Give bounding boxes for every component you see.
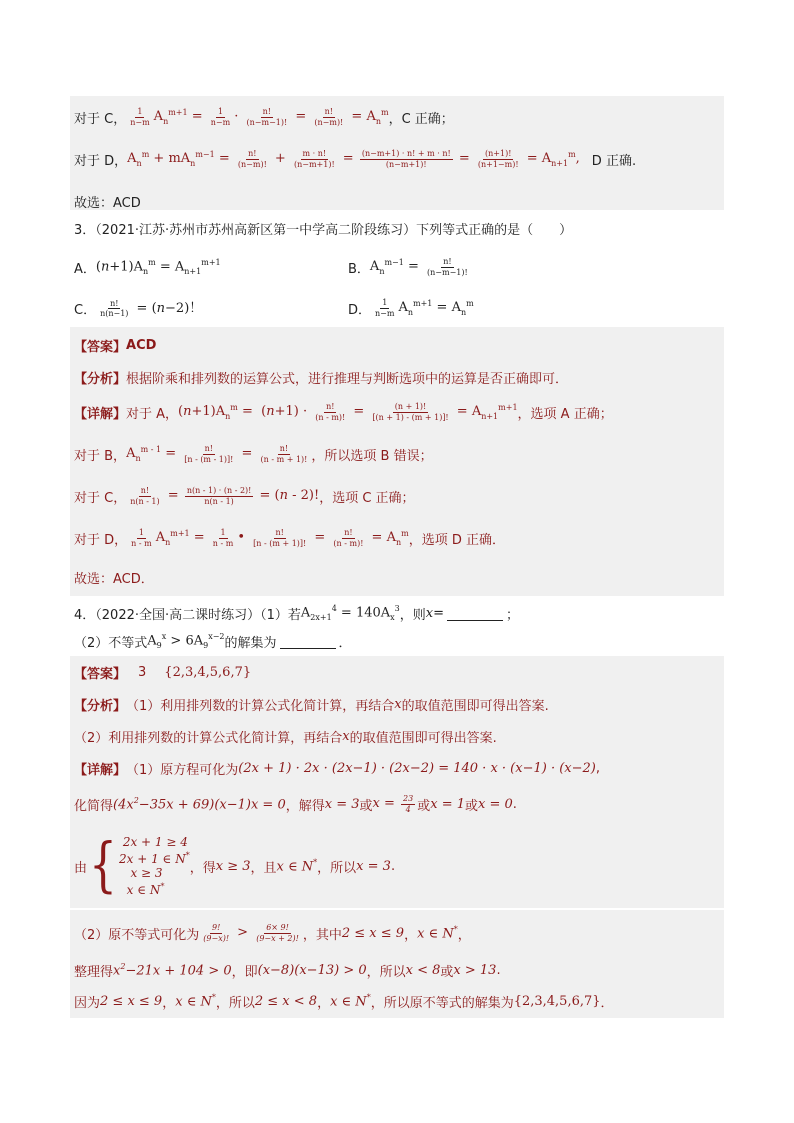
analysis-tag: 【分析】 [74,371,127,387]
q3-detail-b [70,433,724,475]
q4-d2-sol3: x = 1 [430,796,465,812]
q4-d2-sol2: x = $\frac{23}{4}$ [372,794,414,814]
option-c-label: C． [74,302,97,318]
q4-d3-result: x = 3 [356,858,391,874]
q4-detail-2: 化简得 $(4x^2-35x + 69)(x-1)x = 0$ ，解得 x = 3 或 x = $\frac{23}{4}$ 或 x = 1 或 x = 0 . [70,784,724,824]
q4-detail-1-text: （1）原方程可化为 [126,762,239,778]
q2-option-d-proof [70,138,724,180]
q3-option-d [348,293,474,323]
q4-detail-5: 整理得 $x^2-21x + 104 > 0$ ，即 (x−8)(x−13) > 0 ，所以 x < 8 或 x > 13 . [70,952,724,988]
q4-d4b: ，其中 [302,927,342,943]
q3-header-text: 3．（2021·江苏·苏州市苏州高新区第一中学高二阶段练习）下列等式正确的是（ ） [74,222,573,238]
q4-analysis-2-end: 的取值范围即可得出答案. [349,730,497,746]
q3-analysis [70,359,724,395]
q4-detail-1: 【详解】 （1）原方程可化为 (2x + 1) · 2x · (2x−1) · (2x−2) = 140 · x · (x−1) · (x−2) , [70,750,724,786]
q4-answer-1: 3 [138,664,147,680]
q4-d4a: （2）原不等式可化为 [74,927,200,943]
q2-conclusion-text: 故选：ACD [74,195,141,211]
detail-b-end: ，所以选项 B 错误； [311,448,433,464]
q3-option-c [74,293,202,323]
q4-answer-2: {2,3,4,5,6,7} [164,664,252,680]
q3-conclusion-text: 故选：ACD． [74,571,154,587]
q4-analysis-1-var: x [394,696,402,712]
q4-d3b: ，得 [189,860,216,876]
q3-conclusion [70,558,724,596]
q4-d6c: ，所以原不等式的解集为 [370,995,514,1011]
formula-c: $\frac{1}{n-m}$ $A_n^{m+1}$ = $\frac{1}{n-m}$ · $\frac{n!}{(n-m-1)!}$ = $\frac{n!}{(n-m)!}$ = $A_n^m$ [130,107,389,127]
q4-analysis-2-text: （2）利用排列数的计算公式化简计算，再结合 [74,730,343,746]
q3-option-a [74,252,221,282]
q4-header-prefix: 4．（2022·全国·高二课时练习）（1）若 [74,607,301,623]
q4-d5d: 或 [440,964,454,980]
q4-d2a: 化简得 [74,798,114,814]
q3-header [70,210,724,246]
q4-inequality: $A_9^x > 6A_9^{x-2}$ [147,632,225,650]
q4-header-mid: ，则 [399,607,426,623]
q4-d4-ineq: $\frac{9!}{(9-x)!}$ > $\frac{6\times 9!}{(9-x + 2)!}$ [203,923,299,943]
q4-part2-prefix: （2）不等式 [74,635,148,651]
detail-d-end: ，选项 D 正确． [408,532,505,548]
q4-d5c: ，所以 [366,964,406,980]
q4-header-end: ； [506,607,520,623]
label-d: 对于 D， [74,153,128,169]
q4-d2-sol4: x = 0 [478,796,513,812]
q4-analysis-1-end: 的取值范围即可得出答案. [401,698,549,714]
detail-c-label: 对于 C， [74,490,127,506]
detail-a-label: 对于 A， [126,406,179,422]
q3-option-b [348,252,472,282]
q4-analysis-2 [70,720,724,752]
q4-d3d: ，所以 [317,860,357,876]
detail-b-label: 对于 B， [74,448,127,464]
q4-d2d: 或 [417,798,431,814]
analysis-text: 根据阶乘和排列数的运算公式，进行推理与判断选项中的运算是否正确即可． [126,371,569,387]
q4-d6-set: x ∈ N* [175,992,216,1010]
q4-d5-r1: x < 8 [405,962,441,978]
q4-d6a: 因为 [74,995,101,1011]
q4-d4-range: 2 ≤ x ≤ 9 [341,925,405,941]
q4-d5-r2: x > 13 [453,962,497,978]
q4-d2-sol1: x = 3 [324,796,360,812]
q4-analysis-2-var: x [342,728,350,744]
q4-d5b: ，即 [231,964,258,980]
detail-a-end: ，选项 A 正确； [517,406,613,422]
detail-d-label: 对于 D， [74,532,128,548]
q4-equation: $A_{2x+1}^4 = 140A_x^3$ [300,604,400,622]
label-c: 对于 C， [74,111,127,127]
q4-header: 4．（2022·全国·高二课时练习）（1）若 $A_{2x+1}^4 = 140A_x^3$ ，则 x = ； [70,598,724,628]
c-conclusion: ，C 正确； [388,111,454,127]
q4-d6-final: {2,3,4,5,6,7} [513,993,601,1009]
detail-d-formula: $\frac{1}{n - m}$ $A_n^{m+1}$ = $\frac{1}{n - m}$ • $\frac{n!}{[n - (m + 1)]!}$ = $\frac{n!}{(n - m)!}$ = $A_n^m$ [131,528,409,548]
q4-detail-tag: 【详解】 [74,762,127,778]
q4-d6b: ，所以 [215,995,255,1011]
detail-b-formula: $A_n^{m - 1}$ = $\frac{n!}{[n - (m - 1)]!}$ = $\frac{n!}{(n - m + 1)!}$ [126,444,308,464]
q4-part2 [70,626,724,656]
option-b-formula: $A_n^{m-1}$ = $\frac{n!}{(n-m-1)!}$ [369,257,468,277]
q4-d5-eq: $x^2-21x + 104 > 0$ [113,961,232,979]
q4-d6-set2: x ∈ N* [330,992,371,1010]
q4-answer-tag: 【答案】 [74,666,127,682]
q4-blank-2[interactable] [280,634,336,649]
q4-d3a: 由 [74,860,88,876]
q4-analysis-1 [70,688,724,720]
q3-detail-a [70,391,724,433]
q4-detail-3: 由 { 2x + 1 ≥ 4 2x + 1 ∈ N* x ≥ 3 x ∈ N* ，得 x ≥ 3 ，且 x ∈ N* ，所以 x = 3 . [70,824,724,908]
detail-c-end: ，选项 C 正确； [319,490,415,506]
q4-d4-set: x ∈ N* [417,924,458,942]
option-a-label: A． [74,261,96,277]
q4-d5-fact: (x−8)(x−13) > 0 [257,962,367,978]
q4-blank-1[interactable] [447,606,503,621]
q4-d2b: ，解得 [285,798,325,814]
q4-detail-4: （2）原不等式可化为 $\frac{9!}{(9-x)!}$ > $\frac{6\times 9!}{(9-x + 2)!}$ ，其中 2 ≤ x ≤ 9 ， x ∈ N* ， [70,910,724,956]
q4-d3-x: x ≥ 3 [215,858,251,874]
q3-answer [70,327,724,363]
q4-d6-range2: 2 ≤ x < 8 [254,993,318,1009]
option-a-formula: $(n+1)A_n^m = A_{n+1}^{m+1}$ [95,258,221,276]
q4-d2e: 或 [465,798,479,814]
option-d-formula: $\frac{1}{n-m}$ $A_n^{m+1} = A_n^m$ [375,298,474,318]
detail-c-formula: $\frac{n!}{n(n - 1)}$ = $\frac{n(n - 1) \cdot (n - 2)!}{n(n - 1)}$ = (n - 2)! [130,486,320,506]
q4-d2c: 或 [359,798,373,814]
q2-option-c-proof [70,96,724,138]
detail-tag: 【详解】 [74,406,127,422]
option-d-label: D． [348,302,372,318]
option-b-label: B． [348,261,370,277]
q4-d3-set: x ∈ N* [276,857,318,875]
q4-part2-mid: 的解集为 [224,635,277,651]
q4-part2-end: ． [338,635,352,651]
q3-detail-c [70,475,724,517]
answer-value: ACD [126,337,157,353]
q4-detail-1-eq: (2x + 1) · 2x · (2x−1) · (2x−2) = 140 · x · (x−1) · (x−2) [238,760,596,776]
formula-d: $A_n^m + mA_n^{m-1}$ = $\frac{n!}{(n-m)!}$ + $\frac{m \cdot n!}{(n-m+1)!}$ = $\frac{(n-m+1) \cdot n! + m \cdot n!}{(n-m+1)!}$ = $\frac{(n+1)!}{(n+1-m)!}$ = $A_{n+1}^m$, [127,149,580,169]
d-conclusion: D 正确. [591,153,637,169]
q4-answer [70,656,724,688]
detail-a-formula: $(n+1)A_n^m = (n+1)$ · $\frac{n!}{(n - m)!}$ = $\frac{(n + 1)!}{[(n + 1) - (m + 1)]!}$ = $A_{n+1}^{m+1}$ [178,402,518,422]
q4-var-x: x [425,605,434,621]
q3-detail-d [70,517,724,559]
q4-d2-eq: $(4x^2-35x + 69)(x-1)x = 0$ [113,795,286,813]
q4-d5a: 整理得 [74,964,114,980]
q4-detail-6: 因为 2 ≤ x ≤ 9 ， x ∈ N* ，所以 2 ≤ x < 8 ， x ∈ N* ，所以原不等式的解集为 {2,3,4,5,6,7} ． [70,984,724,1018]
q4-d6-range: 2 ≤ x ≤ 9 [100,993,163,1009]
q4-d3c: ，且 [250,860,277,876]
q4-analysis-tag: 【分析】 [74,698,127,714]
option-c-formula: $\frac{n!}{n(n-1)}$ = (n−2)！ [100,299,203,319]
answer-tag: 【答案】 [74,339,127,355]
q4-analysis-1-text: （1）利用排列数的计算公式化简计算，再结合 [126,698,395,714]
q4-system: { 2x + 1 ≥ 4 2x + 1 ∈ N* x ≥ 3 x ∈ N* [89,830,190,900]
